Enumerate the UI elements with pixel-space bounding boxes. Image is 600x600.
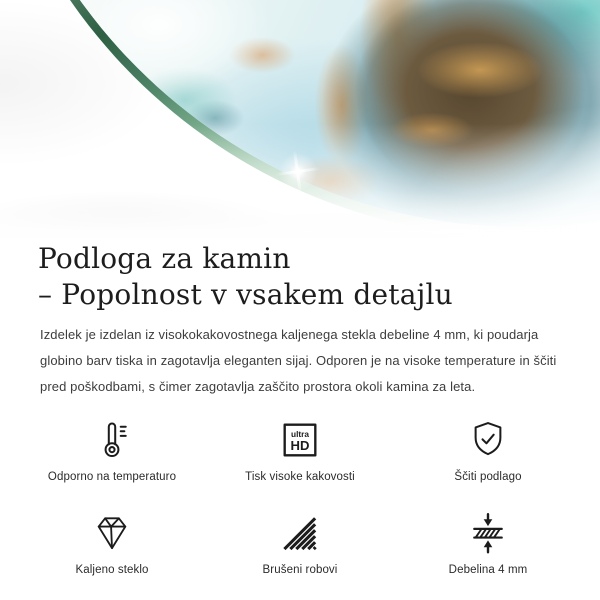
svg-text:ultra: ultra [291, 428, 309, 439]
title-line-1: Podloga za kamin [38, 242, 291, 275]
product-hero [0, 0, 600, 238]
beveled-edges-icon [278, 509, 322, 557]
feature-label: Odporno na temperaturo [47, 471, 177, 483]
title-line-2: – Popolnost v vsakem detajlu [38, 278, 453, 311]
page-title [38, 241, 562, 313]
svg-text:HD: HD [290, 438, 310, 454]
feature-protects-surface [394, 416, 582, 483]
sparkle-glint-icon [273, 147, 323, 197]
thickness-4mm-icon [466, 509, 510, 557]
feature-print-quality [206, 416, 394, 483]
feature-temperature-resistant [18, 416, 206, 483]
shield-check-icon [466, 416, 510, 464]
diamond-icon [90, 509, 134, 557]
feature-label: Brušeni robovi [262, 564, 338, 576]
feature-tempered-glass [18, 509, 206, 576]
feature-label: Debelina 4 mm [448, 564, 528, 576]
features-grid [18, 416, 582, 576]
ultra-hd-icon [279, 416, 321, 464]
feature-thickness [394, 509, 582, 576]
feature-label: Tisk visoke kakovosti [245, 471, 355, 483]
feature-label: Ščiti podlago [454, 471, 522, 483]
feature-polished-edges [206, 509, 394, 576]
feature-label: Kaljeno steklo [75, 564, 149, 576]
thermometer-icon [90, 416, 134, 464]
product-description: Izdelek je izdelan iz visokokakovostnega kaljenega stekla debeline 4 mm, ki poudarja globino barv tiska in zagotavlja eleganten sijaj. Odporen je na visoke temperature in ščiti pred poškodbami, s čimer zagotavlja zaščito prostora okoli kamina za leta. [40, 327, 557, 394]
